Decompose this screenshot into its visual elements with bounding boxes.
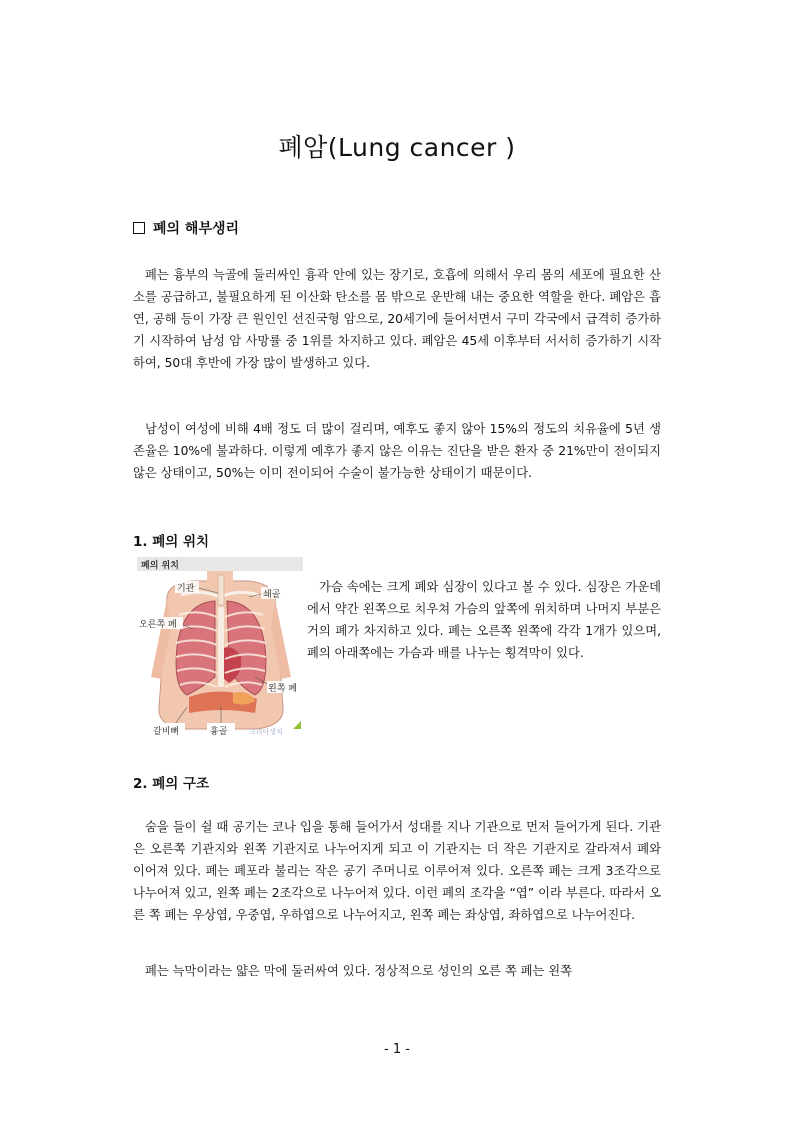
- label-left-lung: 왼쪽 폐: [268, 684, 297, 694]
- intro-paragraph-1: 폐는 흉부의 늑골에 둘러싸인 흉곽 안에 있는 장기로, 호흡에 의해서 우리 몸의 세포에 필요한 산소를 공급하고, 불필요하게 된 이산화 탄소를 몸 밖으로 운반해 내는 중요한 역할을 한다. 폐암은 흡연, 공해 등이 가장 큰 원인인 선진국형 암으로, 20세기에 들어서면서 구미 각국에서 급격히 증가하기 시작하여 남성 암 사망률 중 1위를 차지하고 있다. 폐암은 45세 이후부터 서서히 증가하기 시작하여, 50대 후반에 가장 많이 발생하고 있다.: [133, 268, 661, 370]
- section-heading: [133, 218, 239, 238]
- structure-paragraph-2: 폐는 늑막이라는 얇은 막에 둘러싸여 있다. 정상적으로 성인의 오른 쪽 폐는 왼쪽: [145, 964, 573, 978]
- document-title: 폐암(Lung cancer ): [278, 133, 516, 162]
- corner-logo-icon: [293, 721, 301, 729]
- label-right-lung: 오른쪽 폐: [139, 620, 177, 630]
- structure-heading: 2. 폐의 구조: [133, 776, 210, 792]
- label-trachea: 기관: [177, 584, 195, 594]
- lung-location-figure: [137, 557, 303, 737]
- label-ribs: 갈비뼈: [153, 727, 180, 737]
- location-paragraph: 가슴 속에는 크게 폐와 심장이 있다고 볼 수 있다. 심장은 가운데에서 약간 왼쪽으로 치우쳐 가슴의 앞쪽에 위치하며 나머지 부분은 거의 폐가 차지하고 있다. 폐는 오른쪽 왼쪽에 각각 1개가 있으며, 폐의 아래쪽에는 가슴과 배를 나누는 횡격막이 있다.: [307, 580, 661, 660]
- label-sternum: 흉골: [210, 727, 228, 737]
- checkbox-bullet-icon: [133, 222, 145, 234]
- figure-title: 폐의 위치: [141, 561, 179, 571]
- section-heading-text: 폐의 해부생리: [153, 221, 240, 237]
- location-heading: 1. 폐의 위치: [133, 534, 210, 550]
- figure-watermark: 크리아생치: [249, 728, 283, 736]
- trachea-shape: [218, 575, 224, 605]
- intro-paragraph-2: 남성이 여성에 비해 4배 정도 더 많이 걸리며, 예후도 좋지 않아 15%의 정도의 치유율에 5년 생존율은 10%에 불과하다. 이렇게 예후가 좋지 않은 이유는 진단을 받은 환자 중 21%만이 전이되지 않은 상태이고, 50%는 이미 전이되어 수술이 불가능한 상태이기 때문이다.: [133, 422, 661, 480]
- page-number: - 1 -: [384, 1042, 410, 1057]
- label-clavicle: 쇄골: [263, 590, 281, 600]
- sternum-shape: [218, 607, 224, 687]
- structure-paragraph-1: 숨을 들이 쉴 때 공기는 코나 입을 통해 들어가서 성대를 지나 기관으로 먼저 들어가게 된다. 기관은 오른쪽 기관지와 왼쪽 기관지로 나누어지게 되고 이 기관지는 더 작은 기관지로 갈라져서 폐와 이어져 있다. 폐는 폐포라 불리는 작은 공기 주머니로 이루어져 있다. 오른쪽 폐는 크게 3조각으로 나누어져 있고, 왼쪽 폐는 2조각으로 나누어져 있다. 이런 폐의 조각을 “엽” 이라 부른다. 따라서 오른 쪽 폐는 우상엽, 우중엽, 우하엽으로 나누어지고, 왼쪽 폐는 좌상엽, 좌하엽으로 나누어진다.: [133, 820, 661, 922]
